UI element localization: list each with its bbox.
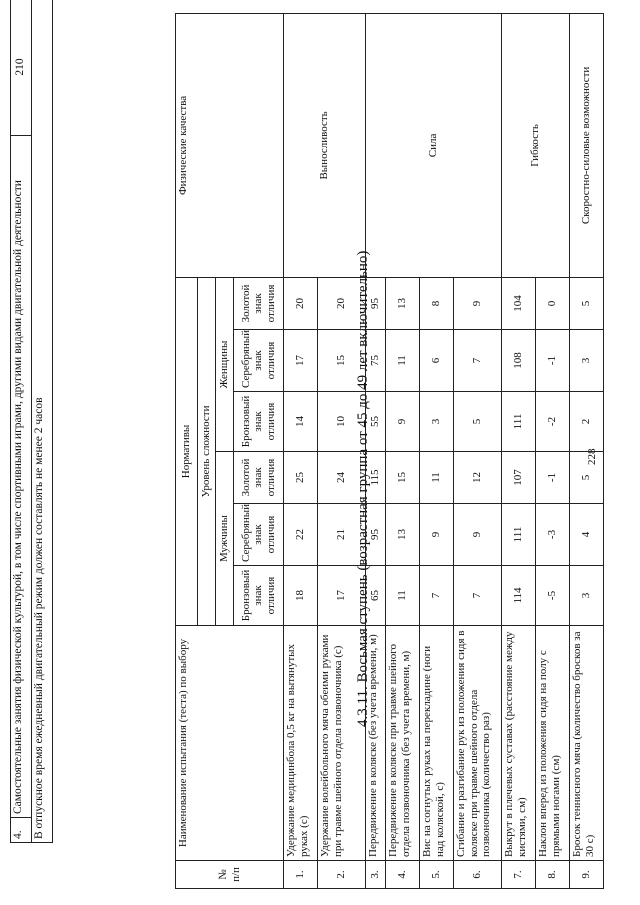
men-bronze-value: 114	[502, 566, 536, 626]
men-gold-value: 5	[570, 452, 604, 504]
men-bronze-value: -5	[536, 566, 570, 626]
row-number: 6.	[454, 861, 502, 889]
men-silver-value: 21	[318, 504, 366, 566]
women-silver-value: 6	[420, 330, 454, 392]
men-silver-value: 4	[570, 504, 604, 566]
table-row	[284, 13, 318, 888]
women-bronze-value: 14	[284, 392, 318, 452]
women-silver-value: -1	[536, 330, 570, 392]
quality-speed-strength: Скоростно-силовые возможности	[570, 13, 604, 277]
men-silver-value: 95	[366, 504, 386, 566]
top-table	[10, 0, 53, 843]
women-silver-value: 75	[366, 330, 386, 392]
women-bronze-value: 2	[570, 392, 604, 452]
norms-table	[175, 13, 604, 889]
women-bronze-value: -2	[536, 392, 570, 452]
test-name: Удержание медицинбола 0,5 кг на вытянутых руках (с)	[284, 626, 318, 861]
women-gold-value: 8	[420, 277, 454, 329]
men-gold-value: 25	[284, 452, 318, 504]
header-women-bronze: Бронзовый знак отличия	[234, 392, 284, 452]
men-bronze-value: 3	[570, 566, 604, 626]
men-silver-value: 22	[284, 504, 318, 566]
women-bronze-value: 10	[318, 392, 366, 452]
men-gold-value: 24	[318, 452, 366, 504]
women-gold-value: 95	[366, 277, 386, 329]
women-bronze-value: 55	[366, 392, 386, 452]
women-gold-value: 9	[454, 277, 502, 329]
women-silver-value: 11	[386, 330, 420, 392]
header-num: № п/п	[176, 861, 284, 889]
row-number: 5.	[420, 861, 454, 889]
women-silver-value: 108	[502, 330, 536, 392]
quality-endurance: Выносливость	[284, 13, 366, 277]
men-gold-value: -1	[536, 452, 570, 504]
men-gold-value: 12	[454, 452, 502, 504]
test-name: Выкрут в плечевых суставах (расстояние между кистями, см)	[502, 626, 536, 861]
women-silver-value: 7	[454, 330, 502, 392]
header-row	[176, 13, 198, 888]
women-gold-value: 0	[536, 277, 570, 329]
header-men-bronze: Бронзовый знак отличия	[234, 566, 284, 626]
header-qualities: Физические качества	[176, 13, 284, 277]
header-men: Мужчины	[216, 452, 234, 626]
header-men-gold: Золотой знак отличия	[234, 452, 284, 504]
test-name: Вис на согнутых руках на перекладине (ноги над коляской, с)	[420, 626, 454, 861]
quality-strength: Сила	[366, 13, 502, 277]
header-level: Уровень сложности	[198, 277, 216, 625]
row-number: 8.	[536, 861, 570, 889]
header-women: Женщины	[216, 277, 234, 451]
row-number: 7.	[502, 861, 536, 889]
women-bronze-value: 111	[502, 392, 536, 452]
header-women-silver: Серебряный знак отличия	[234, 330, 284, 392]
women-gold-value: 5	[570, 277, 604, 329]
men-bronze-value: 18	[284, 566, 318, 626]
table-row	[502, 13, 536, 888]
table-row	[11, 0, 32, 843]
women-silver-value: 15	[318, 330, 366, 392]
men-bronze-value: 7	[420, 566, 454, 626]
men-bronze-value: 17	[318, 566, 366, 626]
test-name: Бросок теннисного мяча (количество бросков за 30 с)	[570, 626, 604, 861]
test-name: Удержание волейбольного мяча обеими руками при травме шейного отдела позвоночника (с)	[318, 626, 366, 861]
men-silver-value: -3	[536, 504, 570, 566]
men-gold-value: 107	[502, 452, 536, 504]
women-gold-value: 13	[386, 277, 420, 329]
row-number: 3.	[366, 861, 386, 889]
women-silver-value: 3	[570, 330, 604, 392]
row-number: 9.	[570, 861, 604, 889]
women-bronze-value: 5	[454, 392, 502, 452]
header-men-silver: Серебряный знак отличия	[234, 504, 284, 566]
men-gold-value: 11	[420, 452, 454, 504]
table-row	[570, 13, 604, 888]
test-name: Передвижение в коляске при травме шейного отдела позвоночника (без учета времени, м)	[386, 626, 420, 861]
men-silver-value: 13	[386, 504, 420, 566]
page-number: 228	[586, 448, 598, 465]
women-bronze-value: 3	[420, 392, 454, 452]
women-gold-value: 104	[502, 277, 536, 329]
table-row	[32, 0, 53, 843]
women-bronze-value: 9	[386, 392, 420, 452]
men-silver-value: 111	[502, 504, 536, 566]
row-number: 2.	[318, 861, 366, 889]
men-silver-value: 9	[420, 504, 454, 566]
women-gold-value: 20	[318, 277, 366, 329]
note-text: В отпускное время ежедневный двигательный режим должен составлять не менее 2 часов	[32, 0, 53, 843]
header-normatives: Нормативы	[176, 277, 198, 625]
women-silver-value: 17	[284, 330, 318, 392]
row-number: 4.	[11, 818, 32, 843]
header-women-gold: Золотой знак отличия	[234, 277, 284, 329]
women-gold-value: 20	[284, 277, 318, 329]
test-name: Наклон вперед из положения сидя на полу с прямыми ногами (см)	[536, 626, 570, 861]
activity-text: Самостоятельные занятия физической культурой, в том числе спортивными играми, другими видами двигательной деятельности	[11, 136, 32, 818]
table-row	[366, 13, 386, 888]
test-name: Передвижение в коляске (без учета времени, м)	[366, 626, 386, 861]
men-gold-value: 115	[366, 452, 386, 504]
men-bronze-value: 7	[454, 566, 502, 626]
header-name: Наименование испытания (теста) по выбору	[176, 626, 284, 861]
men-gold-value: 15	[386, 452, 420, 504]
row-number: 1.	[284, 861, 318, 889]
test-name: Сгибание и разгибание рук из положения сидя в коляске при травме шейного отдела позвоночника (количество раз)	[454, 626, 502, 861]
men-bronze-value: 11	[386, 566, 420, 626]
men-bronze-value: 65	[366, 566, 386, 626]
minutes-value: 210	[11, 0, 32, 136]
section-heading: 4.3.11. Восьмая ступень (возрастная группа от 45 до 49 лет включительно)	[355, 250, 371, 727]
men-silver-value: 9	[454, 504, 502, 566]
quality-flexibility: Гибкость	[502, 13, 570, 277]
row-number: 4.	[386, 861, 420, 889]
